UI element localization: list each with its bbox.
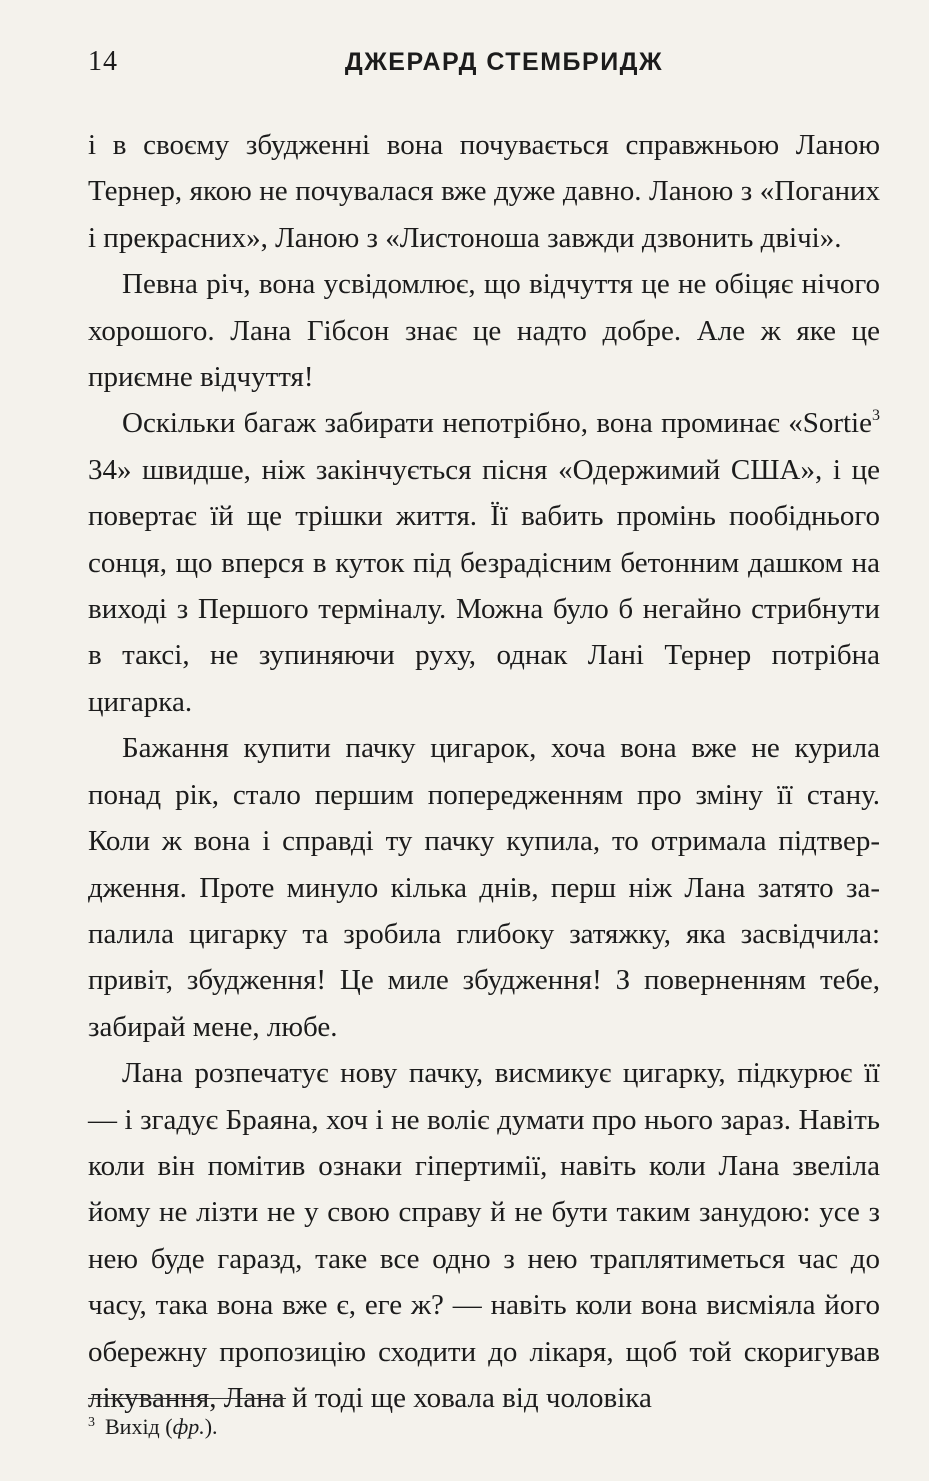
paragraph-2: Певна річ, вона усвідомлює, що відчуття це не обіцяє нічого хорошого. Лана Гібсон знає це надто добре. Але ж яке це приємне відчуття! — [88, 268, 880, 394]
footnote-text: Вихід ( — [105, 1414, 173, 1439]
footnote-divider — [88, 1398, 286, 1399]
footnote — [88, 1414, 218, 1440]
footnote-tail: ). — [204, 1414, 218, 1439]
paragraph-3-after-ref: 34» швидше, ніж закінчується пісня «Одержимий США», і це повертає їй ще трішки життя. Її вабить промінь пообіднього сонця, що вперся в куток під безрадісним бетонним дашком на виході з Першого терміналу. Можна було б негайно стрибнути в таксі, не зупиняючи руху, однак Лані Тернер потрібна цигарка. — [88, 453, 880, 718]
paragraph-5: Лана розпечатує нову пачку, висмикує цигарку, підкурює її — і згадує Браяна, хоч і не воліє думати про нього зараз. Навіть коли він помітив ознаки гіпертимії, навіть коли Лана звеліла йому не лізти не у свою справу й не бути таким занудою: усе з нею буде гаразд, таке все одно з нею траплятиметься час до часу, така вона вже є, еге ж? — навіть коли вона висміяла його обережну пропозицію сходити до лікаря, щоб той скоригував лікування, Лана й тоді ще ховала від чоловіка — [88, 1057, 880, 1414]
paragraph-3 — [88, 400, 880, 725]
body-text — [88, 122, 880, 1421]
paragraph-1: і в своєму збудженні вона почувається справжньою Ланою Тернер, якою не почувалася вже дуже давно. Ланою з «Поганих і прекрасних», Ланою з «Листоноша завжди дзвонить двічі». — [88, 129, 880, 254]
running-head-author: ДЖЕРАРД СТЕМБРИДЖ — [344, 48, 664, 76]
footnote-number: 3 — [88, 1415, 95, 1430]
page-header — [88, 46, 880, 86]
paragraph-4: Бажання купити пачку цигарок, хоча вона вже не курила понад рік, стало першим попередженням про зміну її стану. Коли ж вона і справді ту пачку купила, то отримала підтвердження. Проте минуло кілька днів, перш ніж Лана затято запалила цигарку та зробила глибоку затяжку, яка засвідчила: привіт, збудження! Це миле збудження! З поверненням тебе, забирай мене, любе. — [88, 732, 880, 1043]
paragraph-3-before-ref: Оскільки багаж забирати непотрібно, вона проминає «Sortie — [122, 407, 872, 440]
page-number: 14 — [88, 46, 118, 77]
footnote-abbreviation: фр. — [172, 1414, 205, 1439]
footnote-reference: 3 — [872, 407, 880, 425]
